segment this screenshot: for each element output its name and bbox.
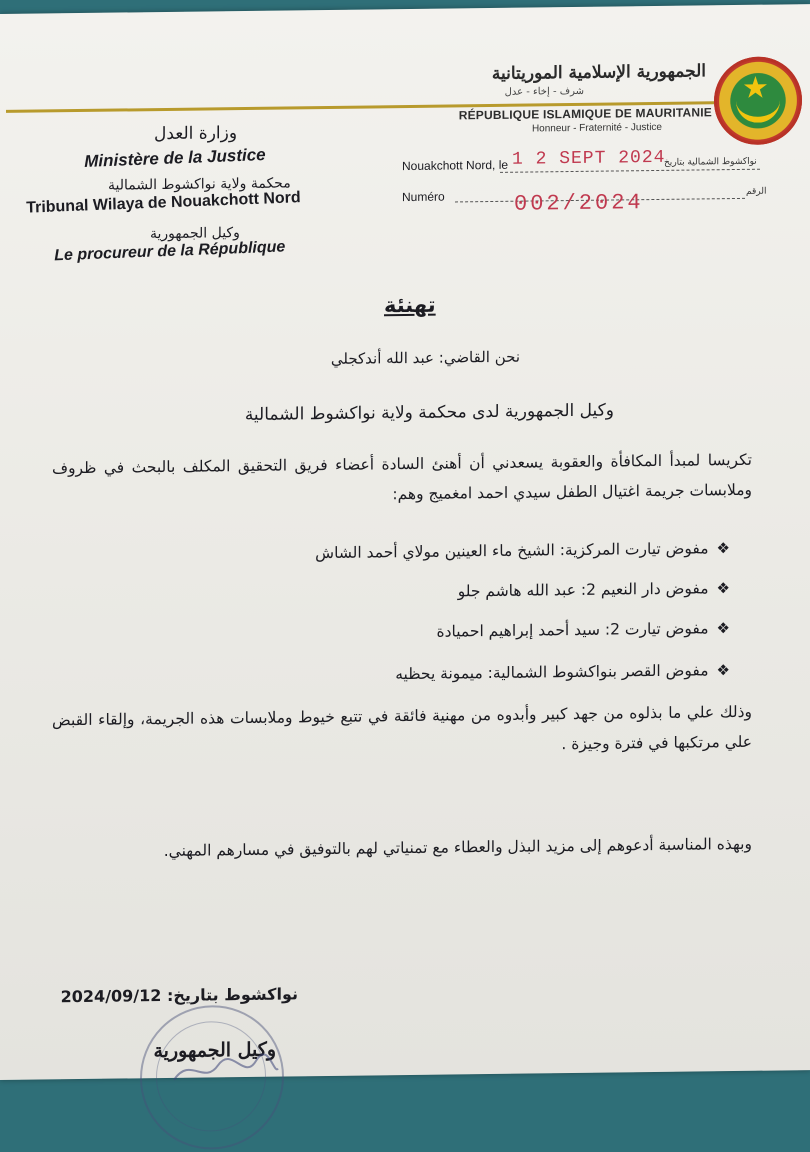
list-item: ❖مفوض دار النعيم 2: عبد الله هاشم جلو <box>457 579 730 601</box>
judge-line: نحن القاضي: عبد الله أندكجلي <box>330 347 520 368</box>
signature-icon <box>170 1051 280 1088</box>
list-item: ❖مفوض تيارت 2: سيد أحمد إبراهيم احميادة <box>436 619 730 641</box>
list-item: ❖مفوض القصر بنواكشوط الشمالية: ميمونة يحظيه <box>395 661 730 684</box>
tribunal-name-fr: Tribunal Wilaya de Nouakchott Nord <box>26 189 301 217</box>
diamond-bullet-icon: ❖ <box>716 661 730 680</box>
prosecutor-title-ar: وكيل الجمهورية <box>150 225 240 243</box>
ministry-name-fr: Ministère de la Justice <box>84 145 266 171</box>
number-stamp-value: 002/2024 <box>514 190 644 217</box>
ministry-name-ar: وزارة العدل <box>154 123 238 145</box>
number-label: Numéro <box>402 189 445 205</box>
mauritania-seal-icon <box>714 56 802 145</box>
republic-motto-ar: شرف - إخاء - عدل <box>504 85 584 98</box>
republic-motto-fr: Honneur - Fraternité - Justice <box>531 121 662 135</box>
paragraph-praise: وذلك علي ما بذلوه من جهد كبير وأبدوه من مهنية فائقة في تتبع خيوط وملابسات هذه الجريمة، وإلقاء القبض علي مرتكبها في فترة وجيزة . <box>52 702 752 754</box>
star-icon: ★ <box>742 70 769 106</box>
list-item: ❖مفوض تيارت المركزية: الشيخ ماء العينين مولاي أحمد الشاش <box>315 539 730 563</box>
diamond-bullet-icon: ❖ <box>716 619 730 638</box>
document-title: تهنئة <box>384 292 436 318</box>
diamond-bullet-icon: ❖ <box>716 579 730 598</box>
paragraph-intro: تكريسا لمبدأ المكافأة والعقوبة يسعدني أن أهنئ السادة أعضاء فريق التحقيق المكلف بالبحث في ظروف وملابسات جريمة اغتيال الطفل سيدي احمد امغميج وهم: <box>52 450 752 504</box>
date-stamp-value: 1 2 SEPT 2024 <box>512 147 666 170</box>
paragraph-closing: وبهذه المناسبة أدعوهم إلى مزيد البذل والعطاء مع تمنياتي لهم بالتوفيق في مسارهم المهني. <box>163 834 752 860</box>
footer-place-date: نواكشوط بتاريخ: 2024/09/12 <box>60 984 298 1007</box>
diamond-bullet-icon: ❖ <box>716 539 730 558</box>
republic-name-ar: الجمهورية الإسلامية الموريتانية <box>491 61 706 84</box>
number-label-ar: الرقم <box>746 186 767 197</box>
date-label-ar: نواكشوط الشمالية بتاريخ <box>664 156 757 168</box>
prosecutor-title-fr: Le procureur de la République <box>54 238 286 265</box>
crescent-icon <box>736 94 780 123</box>
document-page <box>0 4 810 1080</box>
court-name-ar: محكمة ولاية نواكشوط الشمالية <box>108 175 291 194</box>
signatory-title: وكيل الجمهورية <box>153 1038 276 1063</box>
date-label: Nouakchott Nord, le <box>402 157 509 174</box>
republic-name-fr: RÉPUBLIQUE ISLAMIQUE DE MAURITANIE <box>458 105 712 123</box>
role-line: وكيل الجمهورية لدى محكمة ولاية نواكشوط الشمالية <box>244 400 614 426</box>
